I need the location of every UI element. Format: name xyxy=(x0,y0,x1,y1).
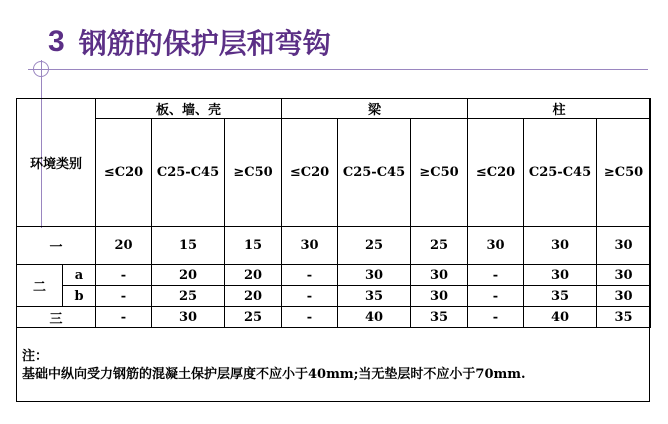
decor-horizontal-line xyxy=(28,69,648,70)
value-cell: 30 xyxy=(468,227,524,265)
value-cell: 30 xyxy=(524,265,597,286)
group-header-slab: 板、墙、壳 xyxy=(96,99,282,119)
value-cell: 20 xyxy=(96,227,152,265)
value-cell: 30 xyxy=(282,227,338,265)
value-cell: 35 xyxy=(338,286,411,307)
value-cell: - xyxy=(468,265,524,286)
value-cell: 25 xyxy=(338,227,411,265)
value-cell: - xyxy=(468,286,524,307)
title-number: 3 xyxy=(48,25,65,58)
value-cell: 40 xyxy=(524,307,597,328)
subheader-cell: C25-C45 xyxy=(524,119,597,227)
page-title xyxy=(48,22,331,62)
value-cell: 30 xyxy=(411,286,468,307)
table-row xyxy=(17,307,651,328)
table-row xyxy=(17,286,651,307)
footnote xyxy=(22,348,526,384)
subheader-cell: ≥C50 xyxy=(225,119,282,227)
value-cell: - xyxy=(282,307,338,328)
value-cell: 35 xyxy=(597,307,651,328)
value-cell: 30 xyxy=(338,265,411,286)
category-cell: 一 xyxy=(17,227,96,265)
value-cell: 30 xyxy=(524,227,597,265)
value-cell: 25 xyxy=(225,307,282,328)
subcategory-cell: a xyxy=(63,265,96,286)
subheader-cell: ≤C20 xyxy=(282,119,338,227)
value-cell: 15 xyxy=(152,227,225,265)
subheader-cell: C25-C45 xyxy=(338,119,411,227)
subheader-cell: ≤C20 xyxy=(96,119,152,227)
category-cell: 三 xyxy=(17,307,96,328)
value-cell: 25 xyxy=(152,286,225,307)
group-header-column: 柱 xyxy=(468,99,651,119)
table-row xyxy=(17,227,651,265)
value-cell: 30 xyxy=(411,265,468,286)
value-cell: 35 xyxy=(411,307,468,328)
cover-table xyxy=(16,98,651,328)
value-cell: - xyxy=(96,265,152,286)
subheader-cell: ≥C50 xyxy=(411,119,468,227)
env-category-header: 环境类别 xyxy=(17,99,96,227)
value-cell: 30 xyxy=(597,286,651,307)
subheader-cell: ≤C20 xyxy=(468,119,524,227)
value-cell: 40 xyxy=(338,307,411,328)
subcategory-cell: b xyxy=(63,286,96,307)
value-cell: - xyxy=(282,286,338,307)
value-cell: 30 xyxy=(597,265,651,286)
title-text: 钢筋的保护层和弯钩 xyxy=(78,27,331,60)
value-cell: - xyxy=(96,286,152,307)
value-cell: 15 xyxy=(225,227,282,265)
value-cell: 20 xyxy=(152,265,225,286)
footnote-text: 基础中纵向受力钢筋的混凝土保护层厚度不应小于40mm;当无垫层时不应小于70mm. xyxy=(22,367,526,382)
value-cell: 20 xyxy=(225,286,282,307)
value-cell: - xyxy=(96,307,152,328)
value-cell: - xyxy=(282,265,338,286)
value-cell: 35 xyxy=(524,286,597,307)
decor-circle-icon xyxy=(33,61,49,77)
value-cell: 30 xyxy=(152,307,225,328)
footnote-label: 注： xyxy=(22,349,49,364)
group-header-beam: 梁 xyxy=(282,99,468,119)
subheader-cell: ≥C50 xyxy=(597,119,651,227)
value-cell: - xyxy=(468,307,524,328)
value-cell: 30 xyxy=(597,227,651,265)
category-cell: 二 xyxy=(17,265,63,307)
value-cell: 25 xyxy=(411,227,468,265)
subheader-cell: C25-C45 xyxy=(152,119,225,227)
value-cell: 20 xyxy=(225,265,282,286)
table-row xyxy=(17,265,651,286)
